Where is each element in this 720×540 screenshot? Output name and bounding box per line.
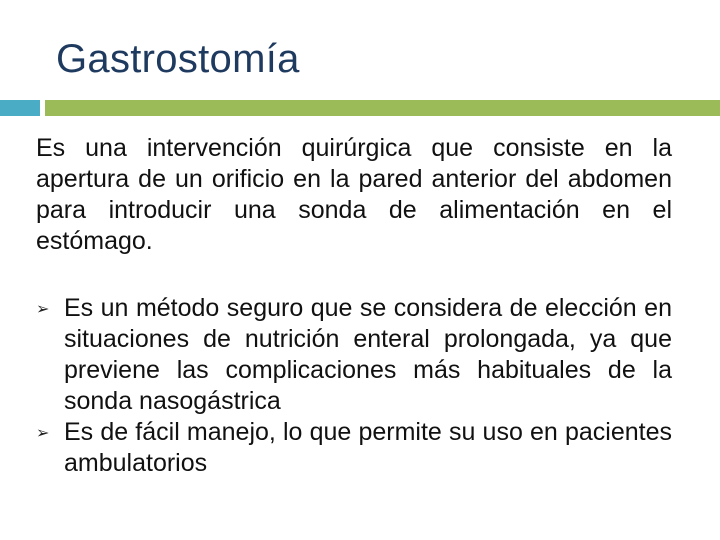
bullet-item: [36, 293, 672, 417]
arrowhead-bullet-icon: ➢: [36, 423, 50, 442]
slide-title: Gastrostomía: [56, 37, 300, 81]
bullet-list: [36, 293, 672, 479]
bullet-text: Es un método seguro que se considera de elección en situaciones de nutrición enteral prolongada, ya que previene las complicaciones más habituales de la sonda nasogástrica: [64, 294, 672, 415]
accent-bar-green: [45, 100, 720, 116]
arrowhead-bullet-icon: ➢: [36, 299, 50, 318]
bullet-text: Es de fácil manejo, lo que permite su uso en pacientes ambulatorios: [64, 418, 672, 477]
slide-content: [36, 133, 672, 479]
intro-paragraph: Es una intervención quirúrgica que consiste en la apertura de un orificio en la pared anterior del abdomen para introducir una sonda de alimentación en el estómago.: [36, 134, 672, 255]
bullet-item: [36, 417, 672, 479]
accent-bar-teal: [0, 100, 40, 116]
